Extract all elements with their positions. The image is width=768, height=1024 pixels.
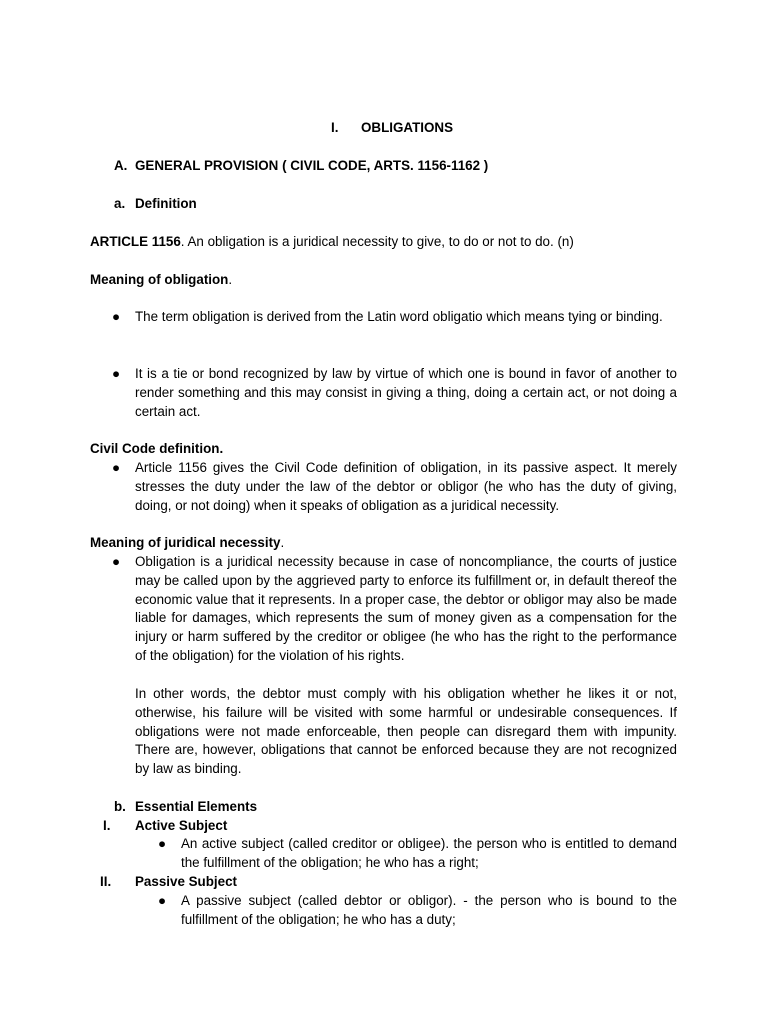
bullet-icon: ● [158, 893, 167, 908]
article-label: ARTICLE 1156 [90, 234, 181, 249]
bullet-text: The term obligation is derived from the Latin word obligatio which means tying or binding. [135, 309, 663, 324]
heading-number: I. [331, 120, 339, 135]
bullet-icon: ● [158, 836, 167, 851]
element-title: Active Subject [135, 818, 228, 833]
section-a-heading: GENERAL PROVISION ( CIVIL CODE, ARTS. 1156-1162 ) [135, 158, 489, 173]
element-marker: II. [100, 874, 112, 889]
bullet-text: An active subject (called creditor or obligee). the person who is entitled to demand the fulfillment of the obligation; he who has a right; [181, 836, 677, 870]
juridical-paragraph: In other words, the debtor must comply with his obligation whether he likes it or not, otherwise, his failure will be visited with some harmful or undesirable consequences. If obligations were not made enforceable, then people can disregard them with impunity. There are, however, obligations that cannot be enforced because they are not recognized by law as binding. [135, 686, 677, 777]
article-text: . An obligation is a juridical necessity to give, to do or not to do. (n) [180, 234, 574, 249]
heading-text: OBLIGATIONS [361, 120, 453, 135]
bullet-text: Obligation is a juridical necessity because in case of noncompliance, the courts of justice may be called upon by the aggrieved party to enforce its fulfillment or, in default thereof the economic value that it represents. In a proper case, the debtor or obligor may also be made liable for damages, which represents the sum of money given as a compensation for the injury or harm suffered by the creditor or obligee (he who has the right to the performance of the obligation) for the violation of his rights. [135, 554, 677, 663]
bullet-icon: ● [112, 554, 121, 569]
juridical-heading-line [90, 534, 284, 553]
element-marker: I. [103, 818, 111, 833]
civil-code-heading: Civil Code definition. [90, 441, 224, 456]
list-item [90, 553, 680, 669]
list-item [135, 835, 677, 875]
meaning-heading-line [90, 271, 232, 290]
bullet-text: Article 1156 gives the Civil Code definition of obligation, in its passive aspect. It merely stresses the duty under the law of the debtor or obligor (he who has the duty of giving, doing, or not doing) when it speaks of obligation as a juridical necessity. [135, 460, 677, 513]
sub-b-marker: b. [114, 799, 126, 814]
bullet-text: It is a tie or bond recognized by law by virtue of which one is bound in favor of another to render something and this may consist in giving a thing, doing a certain act, or not doing a certain act. [135, 366, 677, 419]
element-title: Passive Subject [135, 874, 237, 889]
meaning-heading-suffix: . [228, 272, 233, 287]
list-item [90, 459, 680, 519]
meaning-heading: Meaning of obligation [90, 272, 229, 287]
sub-b-heading: Essential Elements [135, 799, 258, 814]
sub-a-heading: Definition [135, 196, 197, 211]
bullet-icon: ● [112, 460, 121, 475]
bullet-text: A passive subject (called debtor or obligor). - the person who is bound to the fulfillment of the obligation; he who has a duty; [181, 893, 677, 927]
list-item [135, 892, 677, 932]
list-item [90, 308, 680, 348]
list-item [90, 365, 680, 425]
bullet-icon: ● [112, 309, 121, 324]
sub-a-marker: a. [114, 196, 126, 211]
bullet-icon: ● [112, 366, 121, 381]
section-a-marker: A. [114, 158, 128, 173]
juridical-heading: Meaning of juridical necessity [90, 535, 281, 550]
juridical-heading-suffix: . [280, 535, 285, 550]
article-1156 [90, 233, 680, 252]
